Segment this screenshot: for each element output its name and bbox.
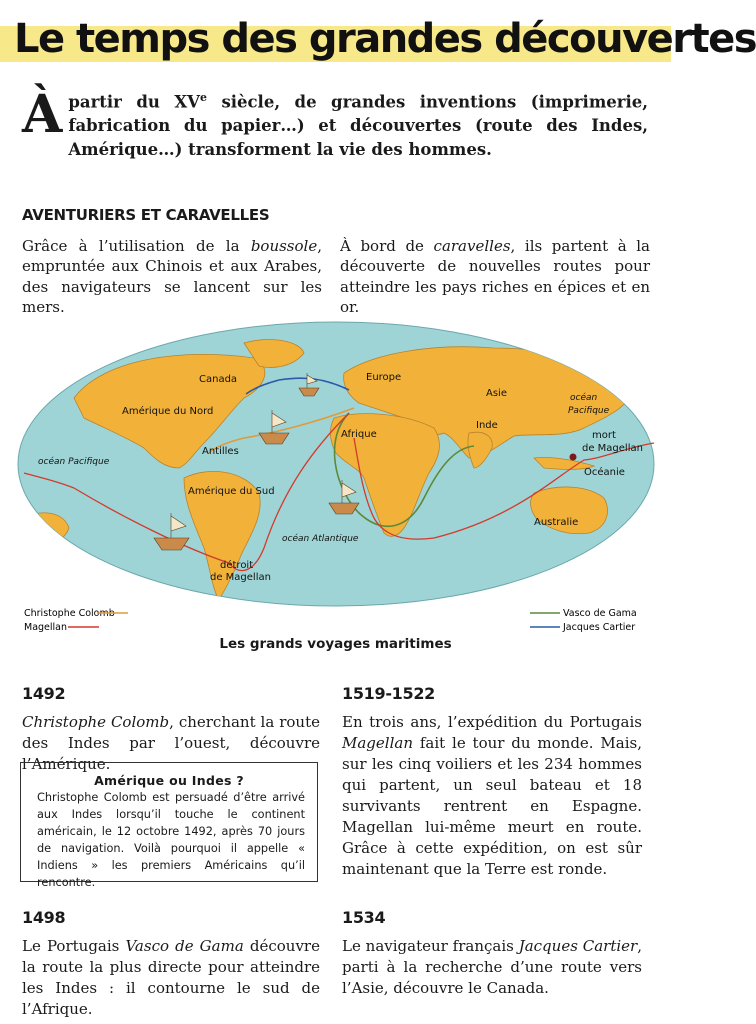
year-1492: 1492 — [22, 684, 66, 703]
drop-cap: À — [22, 84, 63, 145]
label-australie: Australie — [534, 517, 579, 528]
magellan-death-marker — [570, 454, 577, 461]
label-detroit-1: détroit — [220, 560, 254, 571]
intro-column-left: Grâce à l’utilisation de la boussole, empruntée aux Chinois et aux Arabes, des navigateurs se lancent sur les mers. — [22, 237, 322, 316]
legend-cartier-label: Jacques Cartier — [563, 622, 636, 633]
info-box — [20, 762, 318, 889]
info-box-body: Christophe Colomb est persuadé d’être arrivé aux Indes lorsqu’il touche le continent américain, le 12 octobre 1492, après 70 jours de navigation. Voilà pourquoi il appelle « Indiens » les premiers Américains qu’il rencontre. — [37, 791, 305, 889]
year-1519-1522: 1519-1522 — [342, 684, 436, 703]
label-amerique-nord: Amérique du Nord — [122, 406, 214, 417]
text-1519-1522: En trois ans, l’expédition du Portugais Magellan fait le tour du monde. Mais, sur les cinq voiliers et les 234 hommes qui partent, un seul bateau et 18 survivants rentrent en Espagne. Magellan lui-même meurt en route. Grâce à cette expédition, on est sûr maintenant que la Terre est ronde. — [342, 713, 642, 878]
text-1492: Christophe Colomb, cherchant la route des Indes par l’ouest, découvre l’Amérique. — [22, 713, 320, 773]
year-1534: 1534 — [342, 908, 386, 927]
intro-paragraph: À partir du XVe siècle, de grandes inventions (imprimerie, fabrication du papier…) et découvertes (route des Indes, Amérique…) transforment la vie des hommes. — [22, 84, 648, 160]
label-ocean-atlantique: océan Atlantique — [282, 534, 359, 544]
text-1534: Le navigateur français Jacques Cartier, parti à la recherche d’une route vers l’Asie, découvre le Canada. — [342, 937, 642, 997]
label-ocean-pacifique-right-2: Pacifique — [568, 406, 610, 416]
map-legend — [0, 600, 671, 636]
label-asie: Asie — [486, 388, 507, 399]
text-1498: Le Portugais Vasco de Gama découvre la route la plus directe pour atteindre les Indes : il contourne le sud de l’Afrique. — [22, 937, 320, 1018]
world-map — [14, 318, 658, 610]
label-canada: Canada — [199, 374, 238, 385]
label-afrique: Afrique — [341, 429, 377, 440]
label-mort-2: de Magellan — [582, 443, 643, 454]
legend-colomb-label: Christophe Colomb — [24, 608, 115, 619]
label-detroit-2: de Magellan — [210, 572, 271, 583]
label-ocean-pacifique-right-1: océan — [570, 393, 598, 403]
label-mort-1: mort — [592, 430, 616, 441]
map-caption: Les grands voyages maritimes — [219, 636, 452, 652]
intro-column-right: À bord de caravelles, ils partent à la découverte de nouvelles routes pour atteindre les pays riches en épices et en or. — [340, 237, 651, 316]
label-amerique-sud: Amérique du Sud — [188, 486, 275, 497]
legend-gama-label: Vasco de Gama — [563, 608, 637, 619]
label-oceanie: Océanie — [584, 467, 625, 478]
year-1498: 1498 — [22, 908, 66, 927]
label-europe: Europe — [366, 372, 402, 383]
info-box-title: Amérique ou Indes ? — [94, 773, 244, 788]
page-title: Le temps des grandes découvertes — [14, 16, 756, 62]
label-antilles: Antilles — [202, 446, 239, 457]
section-heading: AVENTURIERS ET CARAVELLES — [22, 206, 270, 224]
legend-magellan-label: Magellan — [24, 622, 68, 633]
label-ocean-pacifique-left: océan Pacifique — [38, 457, 110, 467]
label-inde: Inde — [476, 420, 498, 431]
